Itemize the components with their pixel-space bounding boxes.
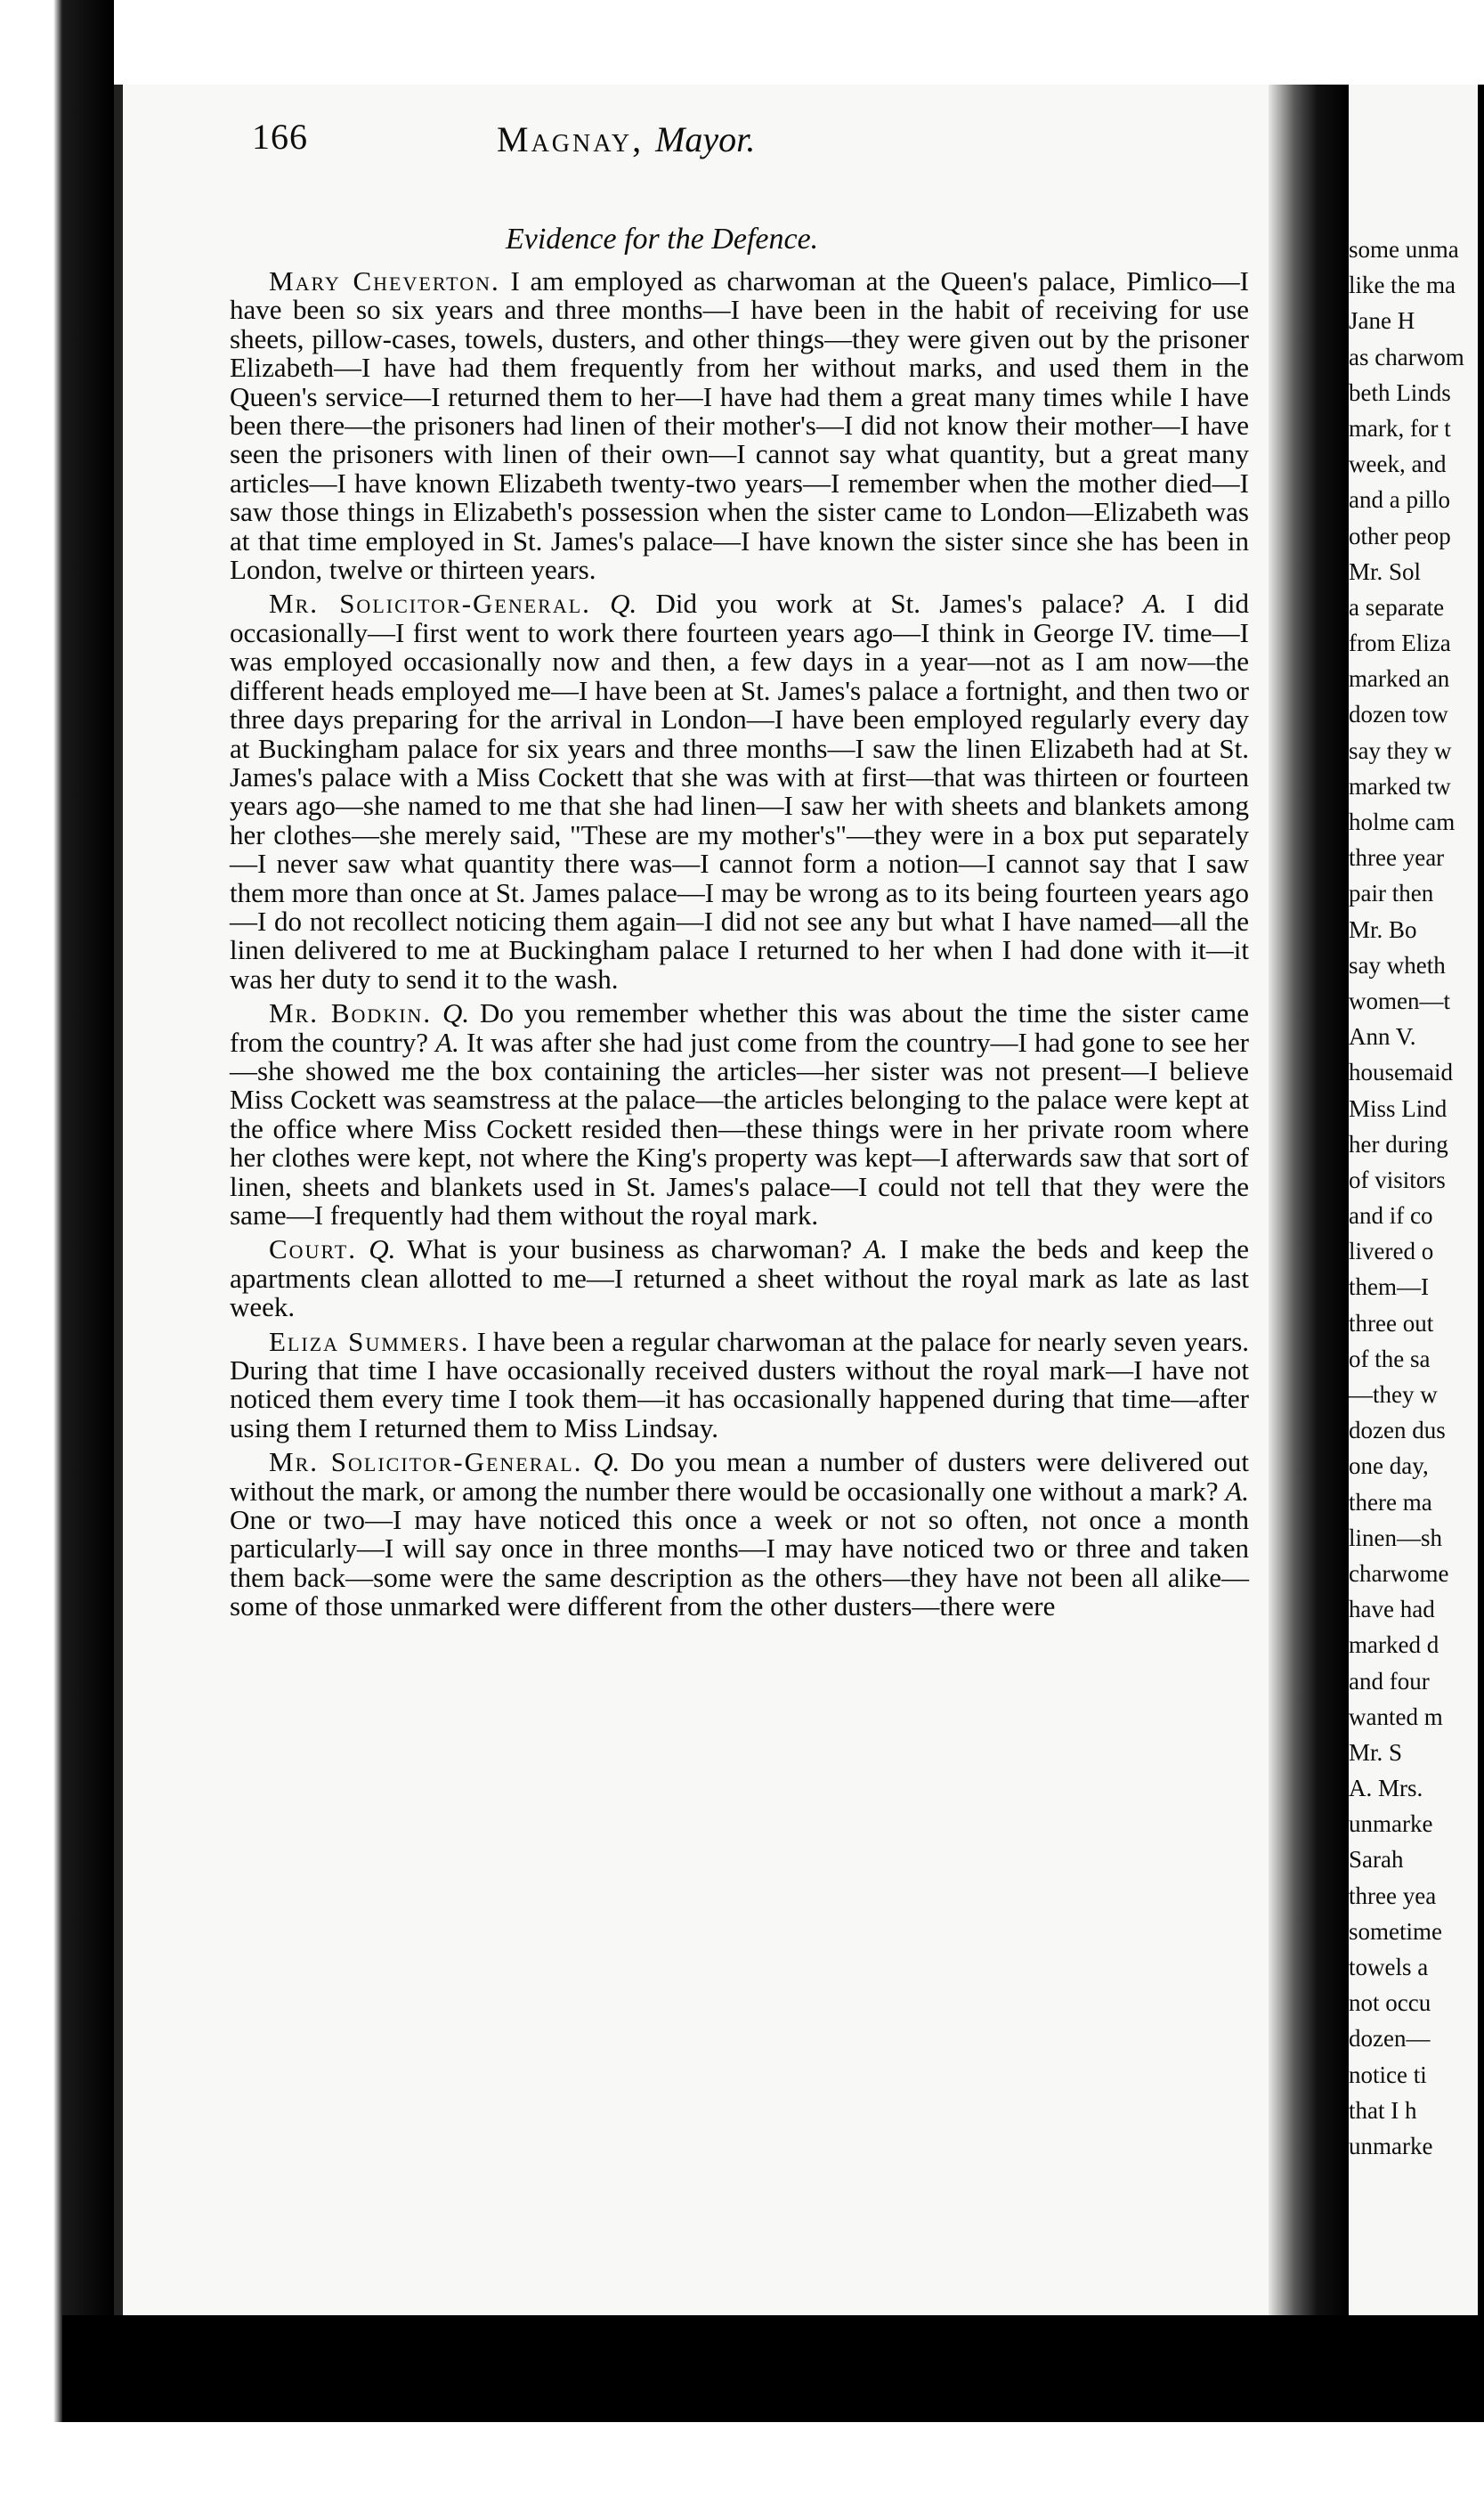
testimony-paragraph — [230, 267, 1249, 584]
testimony-text: Did you work at St. James's palace? — [637, 588, 1143, 620]
adjacent-line: some unma — [1349, 236, 1459, 263]
running-head-title: Mayor. — [655, 119, 756, 159]
adjacent-line: pair then — [1349, 880, 1434, 907]
testimony-paragraph — [230, 589, 1249, 994]
testimony-paragraph — [230, 999, 1249, 1230]
adjacent-line: Mr. S — [1349, 1738, 1403, 1766]
adjacent-line: mark, for t — [1349, 414, 1451, 442]
scan-bottom-shadow — [62, 2315, 1484, 2422]
adjacent-line: marked tw — [1349, 772, 1451, 800]
speaker-name: Mr. Solicitor-General. — [269, 588, 591, 620]
adjacent-line: wanted m — [1349, 1703, 1443, 1730]
adjacent-line: as charwom — [1349, 343, 1464, 370]
adjacent-line: unmarke — [1349, 1810, 1433, 1838]
question-answer-marker: A. — [1225, 1475, 1249, 1507]
adjacent-line: like the ma — [1349, 272, 1456, 299]
speaker-name: Mr. Bodkin. — [269, 997, 433, 1029]
adjacent-line: have had — [1349, 1596, 1435, 1623]
adjacent-line: three year — [1349, 844, 1445, 872]
adjacent-line: week, and — [1349, 451, 1447, 478]
adjacent-line: them—I — [1349, 1273, 1429, 1301]
adjacent-line: and four — [1349, 1667, 1430, 1695]
adjacent-line: —they w — [1349, 1381, 1438, 1408]
running-head-name: Magnay, — [497, 119, 645, 159]
adjacent-line: dozen dus — [1349, 1417, 1446, 1444]
adjacent-line: housemaid — [1349, 1059, 1453, 1086]
scan-top-margin — [0, 0, 1484, 85]
testimony-text: It was after she had just come from the country—I had gone to see her—she showed me the box containing the articles—her sister was not present—I believe Miss Cockett was seamstress at the palace—the articles belonging to the palace were kept at the office where Miss Cockett resided then—these things were in her private room where her clothes were kept, not where the King's property was kept—I afterwards saw that sort of linen, sheets and blankets used in St. James's palace—I could not tell that they were the same—I frequently had them without the royal mark. — [230, 1026, 1250, 1231]
adjacent-line: say they w — [1349, 736, 1452, 764]
scan-right-edge — [1478, 85, 1484, 2329]
adjacent-line: Mr. Bo — [1349, 915, 1417, 943]
question-answer-marker: A. — [435, 1026, 459, 1058]
adjacent-line: three yea — [1349, 1882, 1437, 1909]
testimony-text: What is your business as charwoman? — [395, 1233, 864, 1265]
testimony-text: Do you mean a number of dusters were delivered out without the mark, or among the number there would be occasionally one without a mark? — [230, 1446, 1249, 1507]
adjacent-line: livered o — [1349, 1238, 1434, 1265]
adjacent-line: a separate — [1349, 593, 1445, 621]
adjacent-line: other peop — [1349, 522, 1451, 549]
adjacent-line: not occu — [1349, 1989, 1431, 2017]
adjacent-line: and if co — [1349, 1202, 1433, 1230]
adjacent-line: of the sa — [1349, 1345, 1431, 1372]
adjacent-line: Mr. Sol — [1349, 557, 1422, 585]
adjacent-line: unmarke — [1349, 2132, 1433, 2159]
scan-bottom-margin — [0, 2422, 1484, 2496]
adjacent-line: linen—sh — [1349, 1524, 1442, 1551]
testimony-text: One or two—I may have noticed this once a week or not so often, not once a month particularly—I will say once in three months—I may have noticed two or three and taken them back—some were the same description as the others—they have not been all alike—some of those unmarked were different from the other dusters—there were — [230, 1504, 1249, 1622]
question-answer-marker: Q. — [610, 588, 637, 620]
adjacent-line: charwome — [1349, 1559, 1449, 1587]
testimony-text: I am employed as charwoman at the Queen's palace, Pimlico—I have been so six years and three months—I have been in the habit of receiving for use sheets, pillow-cases, towels, dusters, and other things—they were given out by the prisoner Elizabeth—I have had them frequently from her without marks, and used them in the Queen's service—I returned them to her—I have had them a great many times while I have been there—the prisoners had linen of their mother's—I did not know their mother—I have seen the prisoners with linen of their own—I cannot say what quantity, but a great many articles—I have known Elizabeth twenty-two years—I remember when the mother died—I saw those things in Elizabeth's possession when the sister came to London—Elizabeth was at that time employed in St. James's palace—I have known the sister since she has been in London, twelve or thirteen years. — [230, 265, 1250, 586]
adjacent-line: notice ti — [1349, 2061, 1427, 2088]
testimony-body — [230, 267, 1249, 1622]
adjacent-line: dozen tow — [1349, 701, 1448, 728]
testimony-text: I have been a regular charwoman at the palace for nearly seven years. During that time I have occasionally received dusters without the royal mark—I have not noticed them every time I took them—it has occasionally happened during that time—after using them I returned them to Miss Lindsay. — [230, 1325, 1250, 1443]
adjacent-line: dozen— — [1349, 2025, 1431, 2053]
adjacent-line: Jane H — [1349, 307, 1415, 335]
testimony-paragraph — [230, 1325, 1250, 1443]
adjacent-line: Ann V. — [1349, 1023, 1416, 1051]
speaker-name: Court. — [269, 1233, 357, 1265]
adjacent-line: towels a — [1349, 1954, 1429, 1980]
page-number: 166 — [252, 117, 308, 157]
testimony-paragraph — [230, 1448, 1249, 1621]
testimony-paragraph — [230, 1235, 1249, 1321]
question-answer-marker: A. — [1142, 588, 1167, 620]
speaker-name: Mr. Solicitor-General. — [269, 1446, 583, 1478]
adjacent-line: say wheth — [1349, 951, 1446, 979]
adjacent-page-text — [1349, 232, 1478, 2164]
adjacent-line: Miss Lind — [1349, 1094, 1448, 1122]
testimony-text: I make the beds and keep the apartments clean allotted to me—I returned a sheet without the royal mark as late as last week. — [230, 1233, 1249, 1323]
section-heading: Evidence for the Defence. — [506, 223, 819, 256]
running-head — [497, 118, 755, 160]
adjacent-line: marked d — [1349, 1631, 1439, 1659]
adjacent-line: of visitors — [1349, 1166, 1446, 1193]
question-answer-marker: Q. — [593, 1446, 620, 1478]
adjacent-page — [1349, 85, 1478, 2315]
adjacent-line: there ma — [1349, 1488, 1432, 1516]
adjacent-line: three out — [1349, 1309, 1434, 1337]
adjacent-line: one day, — [1349, 1452, 1429, 1480]
adjacent-line: holme cam — [1349, 809, 1456, 835]
book-gutter — [1269, 85, 1349, 2329]
question-answer-marker: Q. — [442, 997, 470, 1029]
speaker-name: Eliza Summers. — [269, 1325, 470, 1357]
book-page — [114, 85, 1269, 2315]
adjacent-line: sometime — [1349, 1917, 1442, 1945]
speaker-name: Mary Cheverton. — [269, 265, 500, 297]
adjacent-line: that I h — [1349, 2096, 1417, 2124]
testimony-text: I did occasionally—I first went to work there fourteen years ago—I think in George IV. time—I was employed occasionally now and then, a few days in a year—not as I am now—the different heads employed me—I have been at St. James's palace a fortnight, and then two or three days preparing for the arrival in London—I have been employed regularly every day at Buckingham palace for six years and three months—I saw the linen Elizabeth had at St. James's palace with a Miss Cockett that she was with at first—that was thirteen or fourteen years ago—she named to me that she had linen—I saw her with sheets and blankets among her clothes—she merely said, "These are my mother's"—they were in a box put separately—I never saw what quantity there was—I cannot form a notion—I cannot say that I saw them more than once at St. James palace—I may be wrong as to its being fourteen years ago—I do not recollect noticing them again—I did not see any but what I have named—all the linen delivered to me at Buckingham palace I returned to her when I had done with it—it was her duty to send it to the wash. — [230, 588, 1249, 995]
testimony-text: Do you remember whether this was about the time the sister came from the country? — [230, 997, 1250, 1058]
question-answer-marker: Q. — [369, 1233, 396, 1265]
book-spine-edge — [0, 0, 114, 2496]
adjacent-line: women—t — [1349, 987, 1450, 1014]
adjacent-line: beth Linds — [1349, 378, 1451, 406]
adjacent-line: from Eliza — [1349, 630, 1451, 657]
adjacent-line: marked an — [1349, 665, 1450, 693]
adjacent-line: and a pillo — [1349, 486, 1450, 514]
adjacent-line: Sarah — [1349, 1846, 1404, 1874]
question-answer-marker: A. — [864, 1233, 888, 1265]
adjacent-line: her during — [1349, 1130, 1448, 1158]
adjacent-line: A. Mrs. — [1349, 1775, 1423, 1802]
